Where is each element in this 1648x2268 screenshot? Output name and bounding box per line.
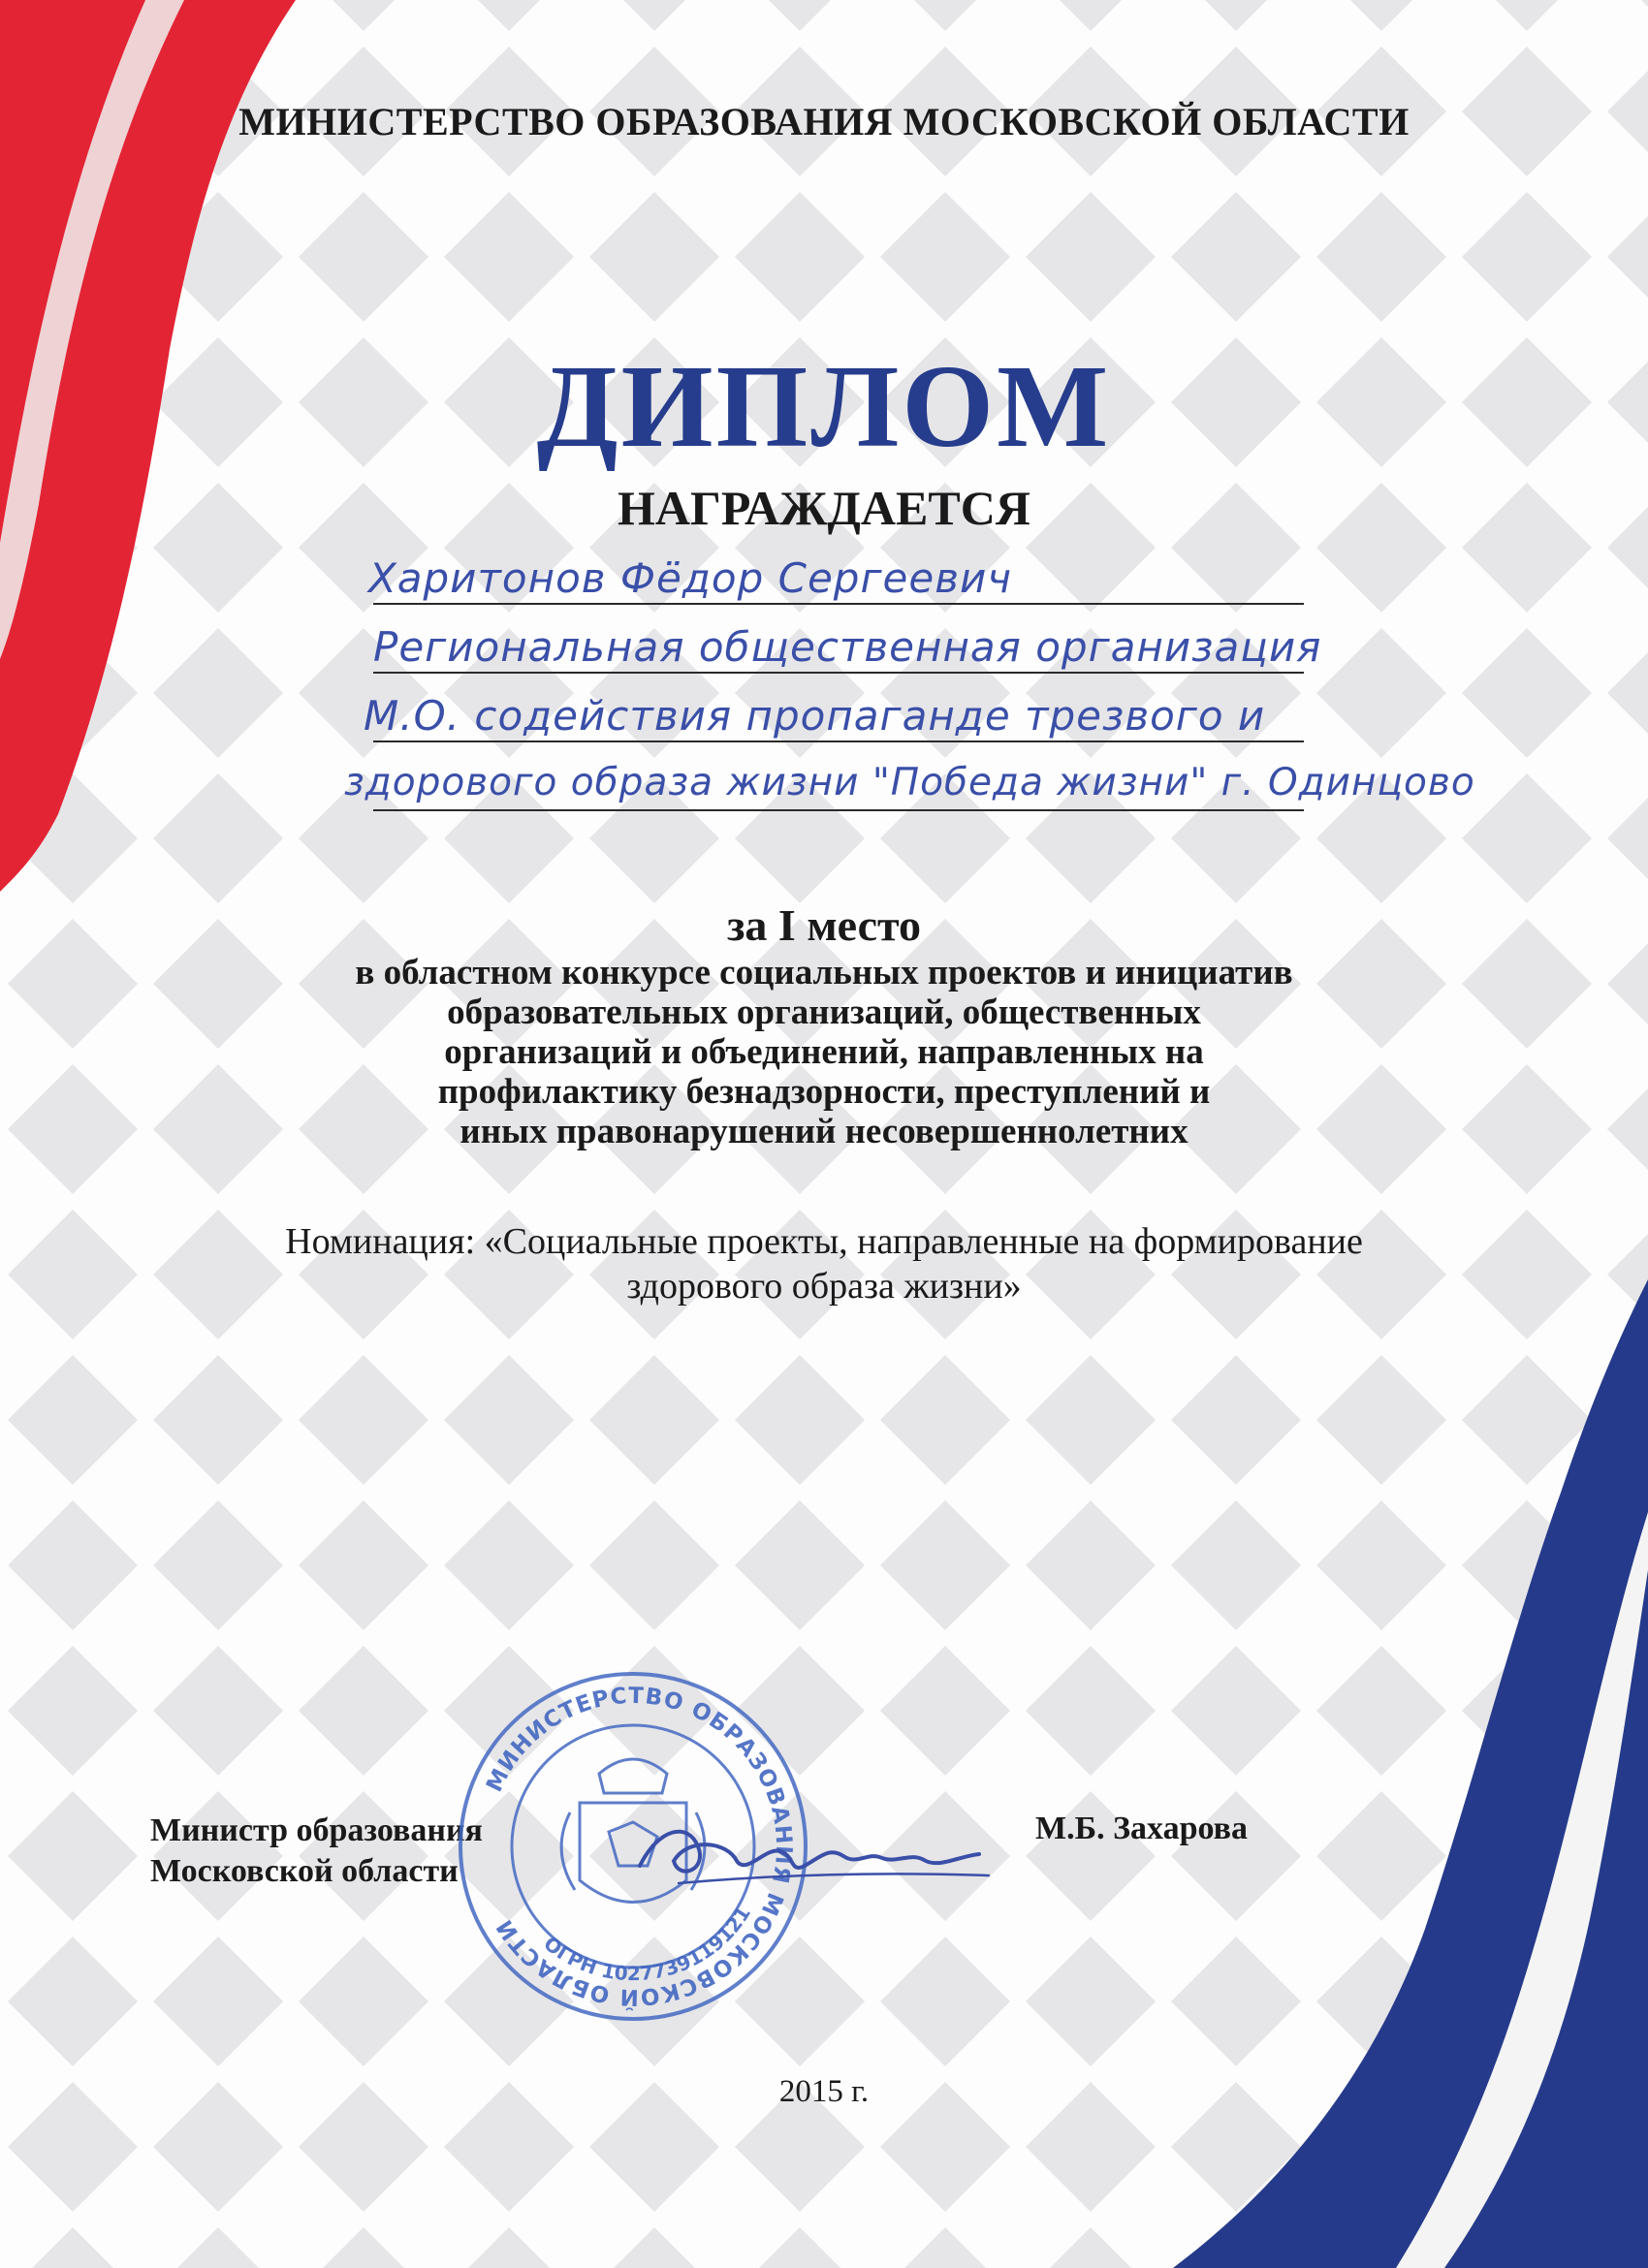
ministry-header: МИНИСТЕРСТВО ОБРАЗОВАНИЯ МОСКОВСКОЙ ОБЛАСТИ: [238, 100, 1410, 143]
award-description-line: организаций и объединений, направленных на: [444, 1032, 1204, 1072]
award-description-line: в областном конкурсе социальных проектов и инициатив: [355, 953, 1293, 992]
recipient-name: Харитонов Фёдор Сергеевич: [368, 554, 1013, 602]
award-description-line: профилактику безнадзорности, преступлений и: [437, 1072, 1211, 1112]
svg-text:МИНИСТЕРСТВО ОБРАЗОВАНИЯ МОСКО: МИНИСТЕРСТВО ОБРАЗОВАНИЯ МОСКОВСКОЙ ОБЛАСТИ: [482, 1683, 797, 2010]
signature: [620, 1808, 1008, 1895]
awarded-label: НАГРАЖДАЕТСЯ: [618, 481, 1030, 535]
award-description-line: образовательных организаций, общественных: [447, 992, 1201, 1032]
award-description-line: иных правонарушений несовершеннолетних: [460, 1112, 1188, 1151]
diploma-title: ДИПЛОМ: [536, 341, 1112, 472]
recipient-underline-4: [373, 809, 1304, 811]
recipient-org-line-3: здорового образа жизни "Победа жизни" г. Одинцово: [344, 761, 1475, 804]
award-description: [0, 953, 1648, 1151]
recipient-underline-2: [373, 672, 1304, 674]
recipient-org-line-2: М.О. содействия пропаганде трезвого и: [364, 692, 1266, 740]
nomination-line: Номинация: «Социальные проекты, направленные на формирование: [285, 1221, 1363, 1262]
signatory-name: М.Б. Захарова: [1035, 1811, 1248, 1846]
signatory-position: [150, 1811, 483, 1892]
nomination-line: здорового образа жизни»: [626, 1266, 1022, 1307]
signatory-position-line: Московской области: [150, 1853, 459, 1889]
issue-year: 2015 г.: [778, 2074, 870, 2109]
recipient-org-line-1: Региональная общественная организация: [373, 623, 1322, 671]
svg-text:ОГРН 1027739119121: ОГРН 1027739119121: [539, 1902, 755, 1986]
award-place: за I место: [726, 900, 922, 950]
recipient-underline-1: [373, 603, 1304, 605]
signatory-position-line: Министр образования: [150, 1812, 483, 1848]
recipient-underline-3: [373, 740, 1304, 742]
nomination: [0, 1219, 1648, 1308]
